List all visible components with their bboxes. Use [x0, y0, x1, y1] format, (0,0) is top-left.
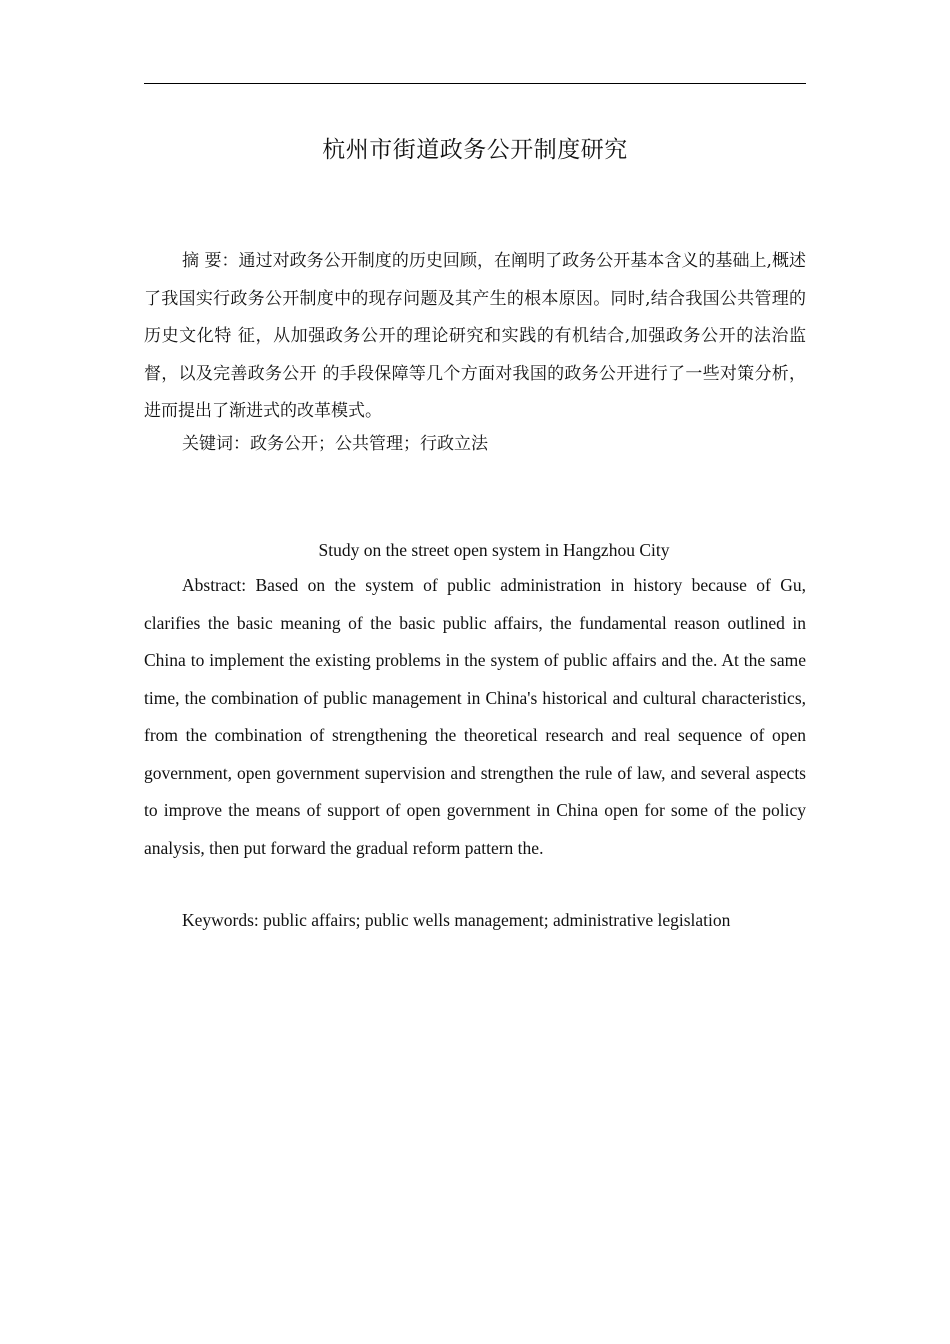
english-keywords: Keywords: public affairs; public wells management; administrative legislation [182, 910, 731, 930]
chinese-keywords: 关键词：政务公开；公共管理；行政立法 [182, 434, 488, 454]
chinese-title: 杭州市街道政务公开制度研究 [322, 137, 628, 163]
english-title: Study on the street open system in Hangzhou City [318, 540, 670, 560]
english-abstract: Abstract: Based on the system of public administration in history because of Gu, clarifies the basic meaning of the basic public affairs, the fundamental reason outlined in China to implement the existing problems in the system of public affairs and the. At the same time, the combination of public management in China's historical and cultural characteristics, from the combination of strengthening the theoretical research and real sequence of open government, open government supervision and strengthen the rule of law, and several aspects to improve the means of support of open government in China open for some of the policy analysis, then put forward the gradual reform pattern the. [144, 575, 806, 858]
chinese-abstract: 摘 要：通过对政务公开制度的历史回顾，在阐明了政务公开基本含义的基础上,概述了我国实行政务公开制度中的现存问题及其产生的根本原因。同时,结合我国公共管理的历史文化特 征，从加强政务公开的理论研究和实践的有机结合,加强政务公开的法治监督，以及完善政务公开 的手段保障等几个方面对我国的政务公开进行了一些对策分析，进而提出了渐进式的改革模式。 [144, 251, 806, 421]
header-rule [144, 83, 806, 84]
